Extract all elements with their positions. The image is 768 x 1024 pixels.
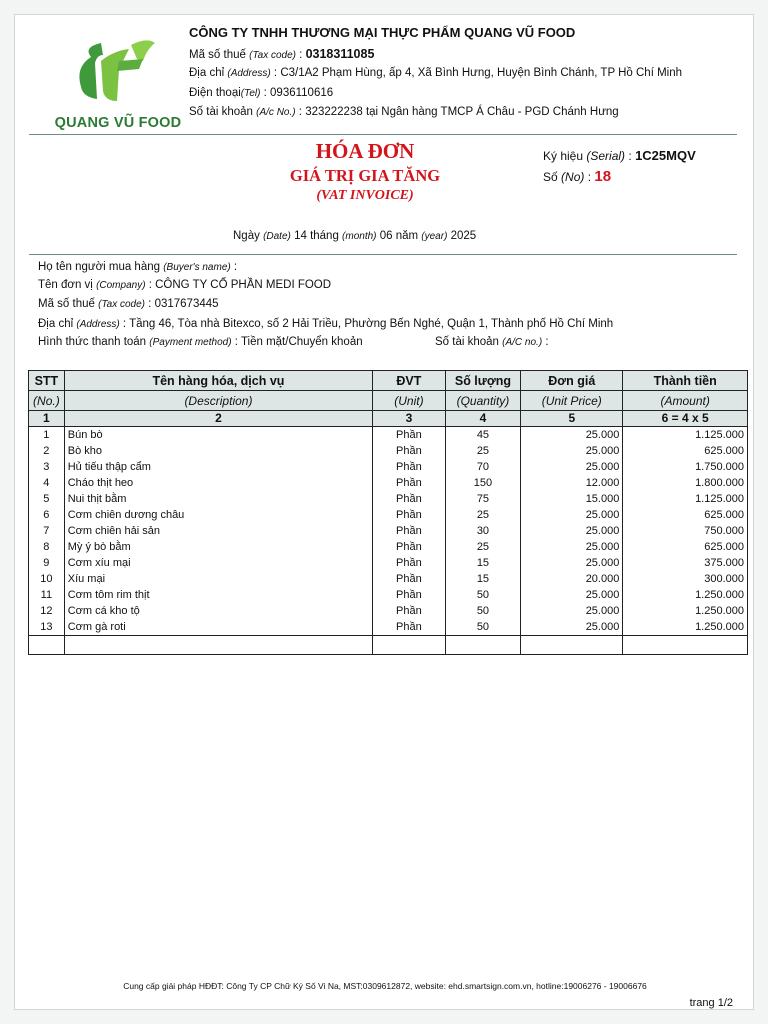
footer-provider: Cung cấp giải pháp HĐĐT: Công Ty CP Chữ Ký Số Vi Na, MST:0309612872, website: ehd.smartsign.com.vn, hotline:19006276 - 19006676 [123, 981, 647, 991]
row-no: 8 [29, 539, 65, 555]
items-table [28, 370, 748, 655]
table-row [29, 427, 748, 444]
empty-cell [521, 636, 623, 655]
row-amount: 1.125.000 [623, 491, 748, 507]
row-quantity: 45 [445, 427, 521, 444]
date-month: 06 [379, 230, 393, 242]
serial-value: 1C25MQV [635, 148, 696, 163]
row-unit-price: 25.000 [521, 619, 623, 636]
seller-tax-line: Mã số thuế (Tax code) : 0318311085 [189, 47, 375, 61]
col-number: 6 = 4 x 5 [623, 411, 748, 427]
row-unit: Phần [373, 555, 446, 571]
invoice-subtitle-en: (VAT INVOICE) [316, 188, 414, 203]
row-description: Hủ tiếu thập cẩm [64, 459, 372, 475]
buyer-company-line: Tên đơn vị (Company) : CÔNG TY CỔ PHẦN MEDI FOOD [38, 279, 332, 291]
row-unit: Phần [373, 571, 446, 587]
seller-account-line: Số tài khoản (A/c No.) : 323222238 tại Ngân hàng TMCP Á Châu - PGD Chánh Hưng [189, 106, 619, 118]
buyer-tax-label: Mã số thuế [38, 298, 95, 310]
row-no: 6 [29, 507, 65, 523]
table-row [29, 475, 748, 491]
row-unit: Phần [373, 523, 446, 539]
row-quantity: 15 [445, 571, 521, 587]
col-header-no-en: (No.) [29, 391, 65, 411]
seller-phone-label-en: (Tel) [240, 88, 261, 99]
row-quantity: 150 [445, 475, 521, 491]
seller-address-line: Địa chỉ (Address) : C3/1A2 Phạm Hùng, ấp 4, Xã Bình Hưng, Huyện Bình Chánh, TP Hồ Chí Minh [189, 67, 683, 79]
table-row [29, 587, 748, 603]
invoice-no-label-en: (No) [561, 170, 585, 184]
col-number: 2 [64, 411, 372, 427]
row-no: 11 [29, 587, 65, 603]
table-row [29, 507, 748, 523]
col-header-unit: ĐVT [373, 371, 446, 391]
col-header-quantity-en: (Quantity) [445, 391, 521, 411]
table-row-empty [29, 636, 748, 655]
seller-account-label: Số tài khoản [189, 106, 253, 118]
col-header-description-en: (Description) [64, 391, 372, 411]
empty-cell [445, 636, 521, 655]
row-unit: Phần [373, 443, 446, 459]
divider [29, 254, 737, 255]
empty-cell [64, 636, 372, 655]
row-quantity: 70 [445, 459, 521, 475]
seller-phone: 0936110616 [270, 87, 334, 99]
row-unit: Phần [373, 459, 446, 475]
row-quantity: 25 [445, 539, 521, 555]
row-no: 5 [29, 491, 65, 507]
col-number: 4 [445, 411, 521, 427]
page-number: trang 1/2 [689, 997, 733, 1009]
row-quantity: 50 [445, 603, 521, 619]
seller-phone-line: Điện thoại(Tel) : 0936110616 [189, 87, 334, 99]
row-no: 10 [29, 571, 65, 587]
col-header-amount-en: (Amount) [623, 391, 748, 411]
row-unit: Phần [373, 427, 446, 444]
col-number: 3 [373, 411, 446, 427]
row-unit: Phần [373, 619, 446, 636]
row-no: 9 [29, 555, 65, 571]
invoice-no-label: Số [543, 170, 558, 184]
row-amount: 1.125.000 [623, 427, 748, 444]
row-no: 4 [29, 475, 65, 491]
date-day: 14 [294, 230, 307, 242]
row-description: Bò kho [64, 443, 372, 459]
row-unit-price: 25.000 [521, 539, 623, 555]
buyer-address-label: Địa chỉ [38, 318, 74, 330]
row-no: 12 [29, 603, 65, 619]
col-header-amount: Thành tiền [623, 371, 748, 391]
row-unit-price: 12.000 [521, 475, 623, 491]
year-label-en: (year) [421, 231, 448, 242]
row-unit-price: 15.000 [521, 491, 623, 507]
table-body [29, 427, 748, 655]
row-description: Cơm chiên hải sản [64, 523, 372, 539]
row-description: Cháo thịt heo [64, 475, 372, 491]
row-amount: 1.750.000 [623, 459, 748, 475]
serial-line: Ký hiệu (Serial) : 1C25MQV [543, 148, 696, 163]
buyer-name-line: Họ tên người mua hàng (Buyer's name) : [38, 261, 238, 273]
row-description: Cơm gà roti [64, 619, 372, 636]
serial-label: Ký hiệu [543, 149, 584, 163]
table-row [29, 603, 748, 619]
date-label: Ngày [233, 230, 260, 242]
seller-tax-label-en: (Tax code) [249, 50, 296, 61]
row-quantity: 75 [445, 491, 521, 507]
buyer-address-label-en: (Address) [76, 319, 120, 330]
row-description: Bún bò [64, 427, 372, 444]
table-row [29, 491, 748, 507]
invoice-no-line: Số (No) : 18 [543, 168, 612, 185]
seller-account-label-en: (A/c No.) [256, 107, 296, 118]
buyer-account-label-en: (A/C no.) [502, 337, 543, 348]
month-label: tháng [310, 230, 339, 242]
row-unit: Phần [373, 539, 446, 555]
invoice-subtitle: GIÁ TRỊ GIA TĂNG [289, 166, 441, 185]
buyer-address: Tầng 46, Tòa nhà Bitexco, số 2 Hải Triều, Phường Bến Nghé, Quận 1, Thành phố Hồ Chí Minh [129, 318, 614, 330]
col-header-unit-price-en: (Unit Price) [521, 391, 623, 411]
row-amount: 1.250.000 [623, 603, 748, 619]
buyer-company-label: Tên đơn vị [38, 279, 93, 291]
buyer-account-line: Số tài khoản (A/C no.) : [435, 336, 549, 348]
row-unit-price: 25.000 [521, 523, 623, 539]
row-amount: 1.800.000 [623, 475, 748, 491]
table-row [29, 571, 748, 587]
table-row [29, 555, 748, 571]
buyer-company: CÔNG TY CỔ PHẦN MEDI FOOD [155, 279, 332, 291]
row-unit: Phần [373, 507, 446, 523]
seller-address-label-en: (Address) [227, 68, 271, 79]
buyer-company-label-en: (Company) [96, 280, 146, 291]
row-no: 13 [29, 619, 65, 636]
row-description: Cơm xíu mại [64, 555, 372, 571]
row-description: Cơm chiên dương châu [64, 507, 372, 523]
seller-address-label: Địa chỉ [189, 67, 225, 79]
row-description: Xíu mại [64, 571, 372, 587]
row-no: 7 [29, 523, 65, 539]
row-amount: 625.000 [623, 507, 748, 523]
seller-account: 323222238 tại Ngân hàng TMCP Á Châu - PGD Chánh Hưng [305, 106, 619, 118]
invoice-date [233, 230, 476, 242]
table-header-row [29, 371, 748, 391]
row-no: 3 [29, 459, 65, 475]
row-quantity: 30 [445, 523, 521, 539]
payment-label-en: (Payment method) [149, 337, 232, 348]
row-amount: 300.000 [623, 571, 748, 587]
row-unit-price: 25.000 [521, 555, 623, 571]
row-unit-price: 25.000 [521, 459, 623, 475]
month-label-en: (month) [342, 231, 377, 242]
row-no: 1 [29, 427, 65, 444]
empty-cell [373, 636, 446, 655]
row-description: Nui thịt bằm [64, 491, 372, 507]
payment-label: Hình thức thanh toán [38, 336, 147, 348]
payment-method: Tiền mặt/Chuyển khoản [240, 336, 363, 348]
row-unit-price: 25.000 [521, 507, 623, 523]
row-unit: Phần [373, 603, 446, 619]
col-header-description: Tên hàng hóa, dịch vụ [64, 371, 372, 391]
table-row [29, 619, 748, 636]
buyer-tax-label-en: (Tax code) [98, 299, 145, 310]
row-amount: 375.000 [623, 555, 748, 571]
row-amount: 750.000 [623, 523, 748, 539]
row-quantity: 25 [445, 443, 521, 459]
row-unit-price: 25.000 [521, 603, 623, 619]
row-amount: 625.000 [623, 443, 748, 459]
seller-address: C3/1A2 Phạm Hùng, ấp 4, Xã Bình Hưng, Huyện Bình Chánh, TP Hồ Chí Minh [280, 67, 683, 79]
row-unit: Phần [373, 491, 446, 507]
row-amount: 625.000 [623, 539, 748, 555]
table-col-number-row [29, 411, 748, 427]
row-unit-price: 25.000 [521, 443, 623, 459]
row-quantity: 15 [445, 555, 521, 571]
seller-name: CÔNG TY TNHH THƯƠNG MẠI THỰC PHẨM QUANG VŨ FOOD [189, 25, 576, 40]
seller-tax-code: 0318311085 [305, 47, 375, 61]
buyer-payment-line: Hình thức thanh toán (Payment method) : Tiền mặt/Chuyển khoản [38, 336, 363, 348]
buyer-tax-code: 0317673445 [154, 298, 219, 310]
table-row [29, 443, 748, 459]
buyer-name-label-en: (Buyer's name) [163, 262, 231, 273]
serial-label-en: (Serial) [586, 149, 626, 163]
buyer-tax-line: Mã số thuế (Tax code) : 0317673445 [38, 298, 219, 310]
col-number: 5 [521, 411, 623, 427]
col-header-no: STT [29, 371, 65, 391]
table-row [29, 459, 748, 475]
row-description: Mỳ ý bò bằm [64, 539, 372, 555]
company-logo [43, 39, 193, 139]
date-year: 2025 [450, 230, 477, 242]
col-header-unit-en: (Unit) [373, 391, 446, 411]
divider [29, 134, 737, 135]
col-header-quantity: Số lượng [445, 371, 521, 391]
table-row [29, 539, 748, 555]
year-label: năm [395, 230, 419, 242]
row-description: Cơm cá kho tộ [64, 603, 372, 619]
col-number: 1 [29, 411, 65, 427]
table-row [29, 523, 748, 539]
invoice-no-value: 18 [594, 168, 612, 185]
seller-phone-label: Điện thoại [189, 87, 241, 99]
invoice-title: HÓA ĐƠN [315, 139, 415, 163]
buyer-name-label: Họ tên người mua hàng [38, 261, 161, 273]
row-quantity: 25 [445, 507, 521, 523]
logo-mark-icon [43, 39, 193, 115]
seller-tax-label: Mã số thuế [189, 49, 246, 61]
row-unit-price: 25.000 [521, 427, 623, 444]
table-header-en-row [29, 391, 748, 411]
invoice-page [14, 14, 754, 1010]
row-unit-price: 25.000 [521, 587, 623, 603]
logo-text: QUANG VŨ FOOD [54, 115, 182, 131]
empty-cell [623, 636, 748, 655]
row-quantity: 50 [445, 587, 521, 603]
row-unit: Phần [373, 587, 446, 603]
date-label-en: (Date) [263, 231, 291, 242]
row-amount: 1.250.000 [623, 619, 748, 636]
row-quantity: 50 [445, 619, 521, 636]
row-amount: 1.250.000 [623, 587, 748, 603]
col-header-unit-price: Đơn giá [521, 371, 623, 391]
row-description: Cơm tôm rim thịt [64, 587, 372, 603]
empty-cell [29, 636, 65, 655]
row-unit-price: 20.000 [521, 571, 623, 587]
row-unit: Phần [373, 475, 446, 491]
buyer-address-line: Địa chỉ (Address) : Tầng 46, Tòa nhà Bitexco, số 2 Hải Triều, Phường Bến Nghé, Quận 1, Thành phố Hồ Chí Minh [38, 318, 614, 330]
buyer-account-label: Số tài khoản [435, 336, 499, 348]
row-no: 2 [29, 443, 65, 459]
